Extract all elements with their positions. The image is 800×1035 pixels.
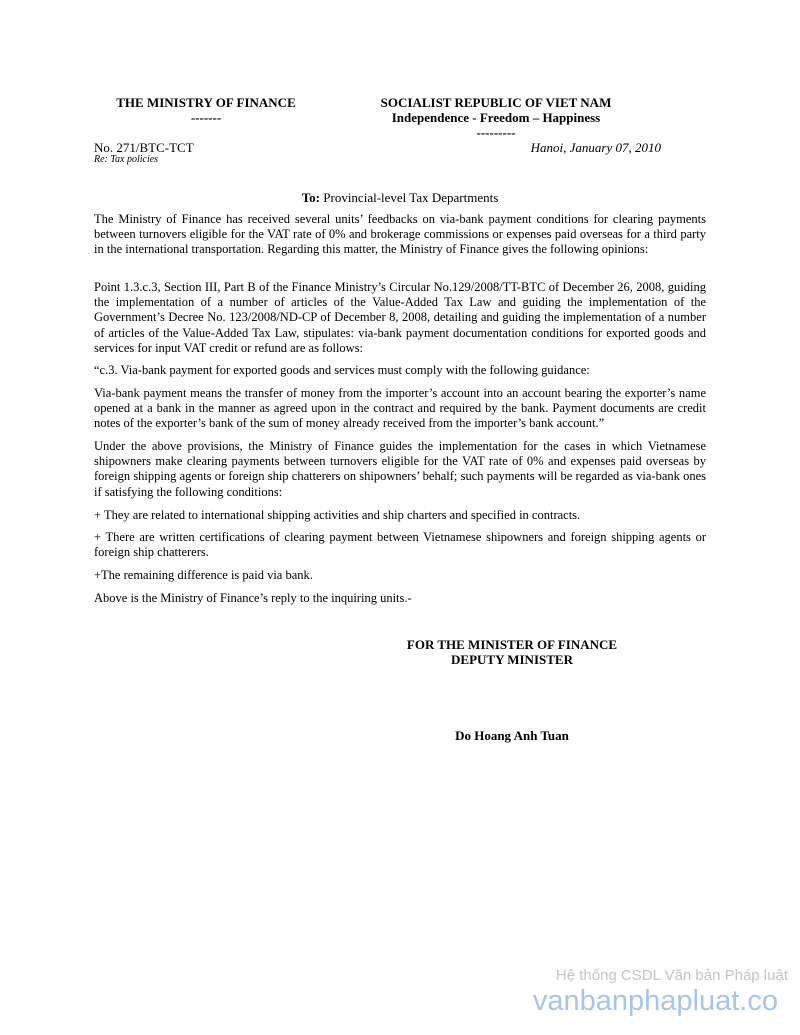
recipient-value: Provincial-level Tax Departments [320, 190, 499, 205]
document-number: No. 271/BTC-TCT [94, 140, 194, 155]
watermark-site: vanbanphapluat.co [532, 985, 778, 1017]
body-paragraph: The Ministry of Finance has received several units’ feedbacks on via-bank payment conditions for clearing payments between turnovers eligible for the VAT rate of 0% and brokerage commissions or expenses paid overseas for a third party in the international transportation. Regarding this matter, the Ministry of Finance gives the following opinions: [94, 212, 706, 257]
signature-position: DEPUTY MINISTER [451, 652, 573, 667]
ministry-name: THE MINISTRY OF FINANCE [116, 95, 296, 110]
recipient-label: To: [301, 190, 321, 205]
body-paragraph: Point 1.3.c.3, Section III, Part B of the Finance Ministry’s Circular No.129/2008/TT-BTC of December 26, 2008, guiding the implementation of a number of articles of the Value-Added Tax Law and guiding the implementation of the Government’s Decree No. 123/2008/ND-CP of December 8, 2008, detailing and guiding the implementation of a number of articles of the Value-Added Tax Law, stipulates: via-bank payment documentation conditions for exported goods and services for input VAT credit or refund are as follows: [94, 280, 706, 355]
document-date: Hanoi, January 07, 2010 [530, 140, 661, 155]
condition-item: + They are related to international shipping activities and ship charters and specified in contracts. [94, 508, 581, 522]
signer-name: Do Hoang Anh Tuan [455, 728, 569, 743]
body-paragraph: Under the above provisions, the Ministry of Finance guides the implementation for the cases in which Vietnamese shipowners make clearing payments between turnovers eligible for the VAT rate of 0% and expenses paid overseas by foreign shipping agents or foreign ship chatterers on shipowners’ behalf; such payments will be regarded as via-bank ones if satisfying the following conditions: [94, 439, 706, 499]
signature-title: FOR THE MINISTER OF FINANCE [406, 637, 618, 652]
body-paragraph: “c.3. Via-bank payment for exported goods and services must comply with the following guidance: [94, 363, 590, 377]
body-paragraph: Via-bank payment means the transfer of money from the importer’s account into an account bearing the exporter’s name opened at a bank in the manner as agreed upon in the contract and required by the bank. Payment documents are credit notes of the exporter’s bank of the sum of money already received from the importer’s bank account.” [94, 386, 706, 431]
ministry-divider: ------- [190, 110, 222, 125]
document-subject: Re: Tax policies [94, 154, 159, 165]
condition-item: +The remaining difference is paid via bank. [94, 568, 313, 582]
republic-name: SOCIALIST REPUBLIC OF VIET NAM [380, 95, 612, 110]
national-motto: Independence - Freedom – Happiness [391, 110, 601, 125]
condition-item: + There are written certifications of clearing payment between Vietnamese shipowners and foreign shipping agents or foreign ship chatterers. [94, 530, 706, 560]
recipient-line [0, 190, 800, 205]
watermark-caption: Hệ thống CSDL Văn bản Pháp luật [555, 967, 788, 984]
motto-divider: --------- [476, 125, 516, 140]
closing-line: Above is the Ministry of Finance’s reply to the inquiring units.- [94, 591, 412, 605]
